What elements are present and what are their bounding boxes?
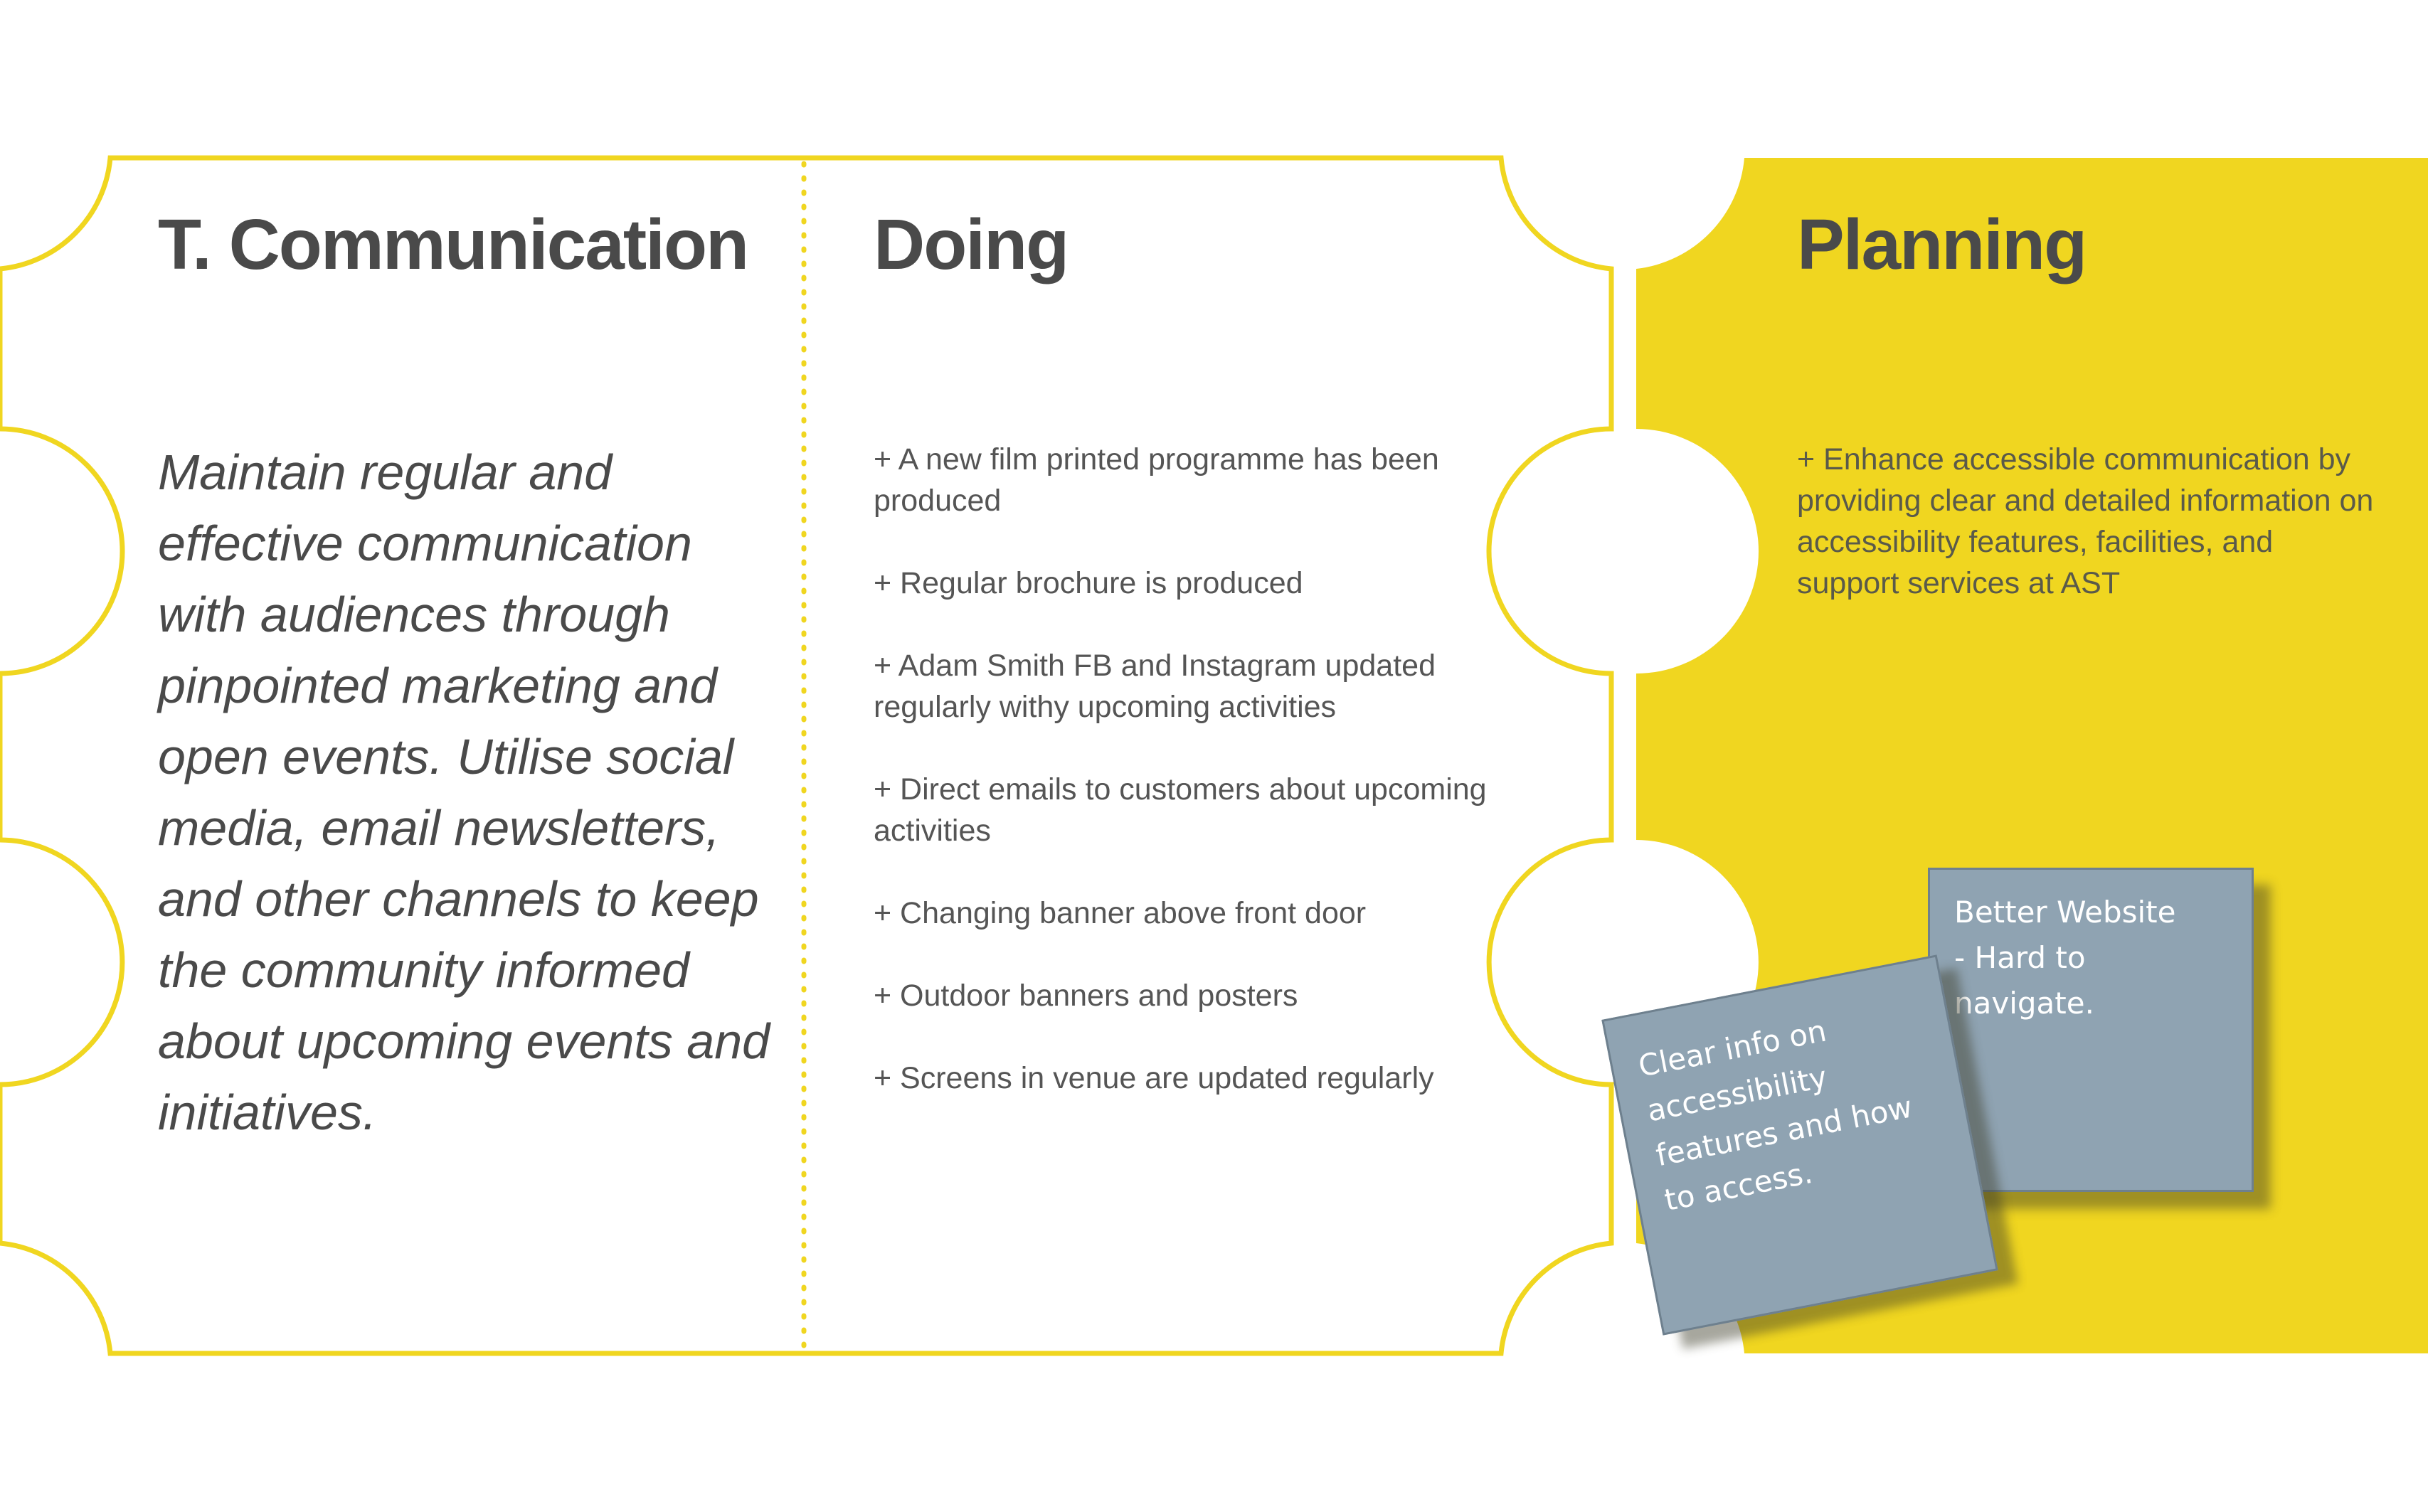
doing-item: + Outdoor banners and posters xyxy=(874,979,1298,1013)
goal-statement: Maintain regular and effective communication with audiences through pinpointed marketing and open events. Utilise social media, email newsletters, and other channels to keep the community informed about upcoming events and initiatives. xyxy=(158,444,770,1140)
doing-title: Doing xyxy=(874,205,1069,284)
page-title: T. Communication xyxy=(158,205,748,284)
doing-item: + Changing banner above front door xyxy=(874,896,1367,930)
sticky-note-text: Clear info on accessibility features and how to access. xyxy=(1636,1013,1916,1218)
planning-title: Planning xyxy=(1797,205,2087,284)
doing-item: + Regular brochure is produced xyxy=(874,566,1303,600)
doing-item: + Adam Smith FB and Instagram updated regularly withy upcoming activities xyxy=(874,649,1436,724)
sticky-note xyxy=(1601,954,1998,1335)
doing-item: + Direct emails to customers about upcoming activities xyxy=(874,772,1487,848)
doing-list xyxy=(874,439,1500,1140)
planning-item: + Enhance accessible communication by providing clear and detailed information on accessibility features, facilities, and support services at AST xyxy=(1797,442,2374,600)
sticky-note xyxy=(1928,868,2254,1192)
doing-item: + Screens in venue are updated regularly xyxy=(874,1061,1434,1095)
doing-item: + A new film printed programme has been produced xyxy=(874,442,1439,518)
sticky-note-text: Better Website - Hard to navigate. xyxy=(1954,895,2176,1021)
planning-list xyxy=(1797,439,2380,604)
